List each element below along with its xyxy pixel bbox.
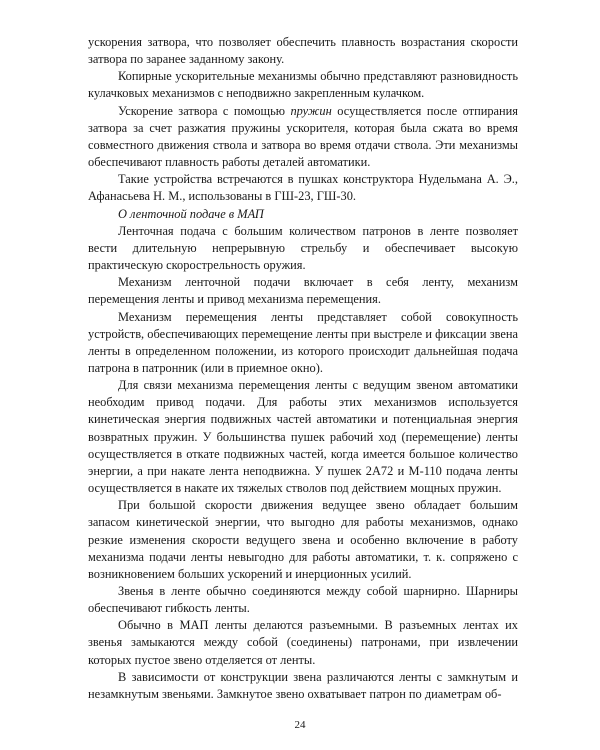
paragraph-text: Ускорение затвора с помощью <box>118 103 291 118</box>
paragraph: Механизм перемещения ленты представляет собой совокупность устройств, обеспечивающих перемещение ленты при выстреле и фиксации звена ленты в определенном положении, из которого происходит дальнейшая подача патрона в патронник (или в приемное окно). <box>88 309 518 375</box>
body-text <box>88 34 518 703</box>
paragraph: Такие устройства встречаются в пушках конструктора Нудельмана А. Э., Афанасьева Н. М., использованы в ГШ-23, ГШ-30. <box>88 172 518 204</box>
paragraph: В зависимости от конструкции звена различаются ленты с замкнутым и незамкнутым звеньями. Замкнутое звено охватывает патрон по диаметрам об- <box>88 669 518 701</box>
section-heading: О ленточной подаче в МАП <box>118 206 264 221</box>
paragraph: Механизм ленточной подачи включает в себя ленту, механизм перемещения ленты и привод механизма перемещения. <box>88 275 518 307</box>
paragraph: Обычно в МАП ленты делаются разъемными. В разъемных лентах их звенья замыкаются между собой (соединены) патронами, при извлечении которых пустое звено отделяется от ленты. <box>88 618 518 667</box>
paragraph: Ленточная подача с большим количеством патронов в ленте позволяет вести длительную непрерывную стрельбу и обеспечивает высокую практическую скорострельность оружия. <box>88 223 518 273</box>
emphasized-word: пружин <box>290 103 332 118</box>
paragraph-text: осуществляется после отпирания затвора за счет разжатия пружины ускорителя, которая была сжата во время совместного движения ствола и затвора во время отдачи ствола. Эти механизмы обеспечивают плавность работы деталей автоматики. <box>88 103 518 170</box>
paragraph: При большой скорости движения ведущее звено обладает большим запасом кинетической энергии, что выгодно для работы механизмов, однако резкие изменения скорости ведущего звена и особенно включение в работу механизма подачи ленты невыгодно для работы автоматики, т. к. сопряжено с возникновением больших ускорений и инерционных усилий. <box>88 498 518 581</box>
page-number: 24 <box>294 719 306 731</box>
paragraph <box>88 103 518 172</box>
paragraph: Звенья в ленте обычно соединяются между собой шарнирно. Шарниры обеспечивают гибкость ленты. <box>88 584 518 616</box>
paragraph: Копирные ускорительные механизмы обычно представляют разновидность кулачковых механизмов с неподвижно закрепленным кулачком. <box>88 69 518 101</box>
paragraph: Для связи механизма перемещения ленты с ведущим звеном автоматики необходим привод подачи. Для работы этих механизмов используется кинетическая энергия подвижных частей автоматики и потенциальная энергия возвратных пружин. У большинства пушек рабочий ход (перемещение) ленты осуществляется в откате подвижных частей, когда имеется большое количество энергии, а при накате лента неподвижна. У пушек 2А72 и М-110 подача ленты осуществляется в накате их тяжелых стволов под действием мощных пружин. <box>88 378 518 496</box>
paragraph: ускорения затвора, что позволяет обеспечить плавность возрастания скорости затвора по заранее заданному закону. <box>88 35 518 67</box>
